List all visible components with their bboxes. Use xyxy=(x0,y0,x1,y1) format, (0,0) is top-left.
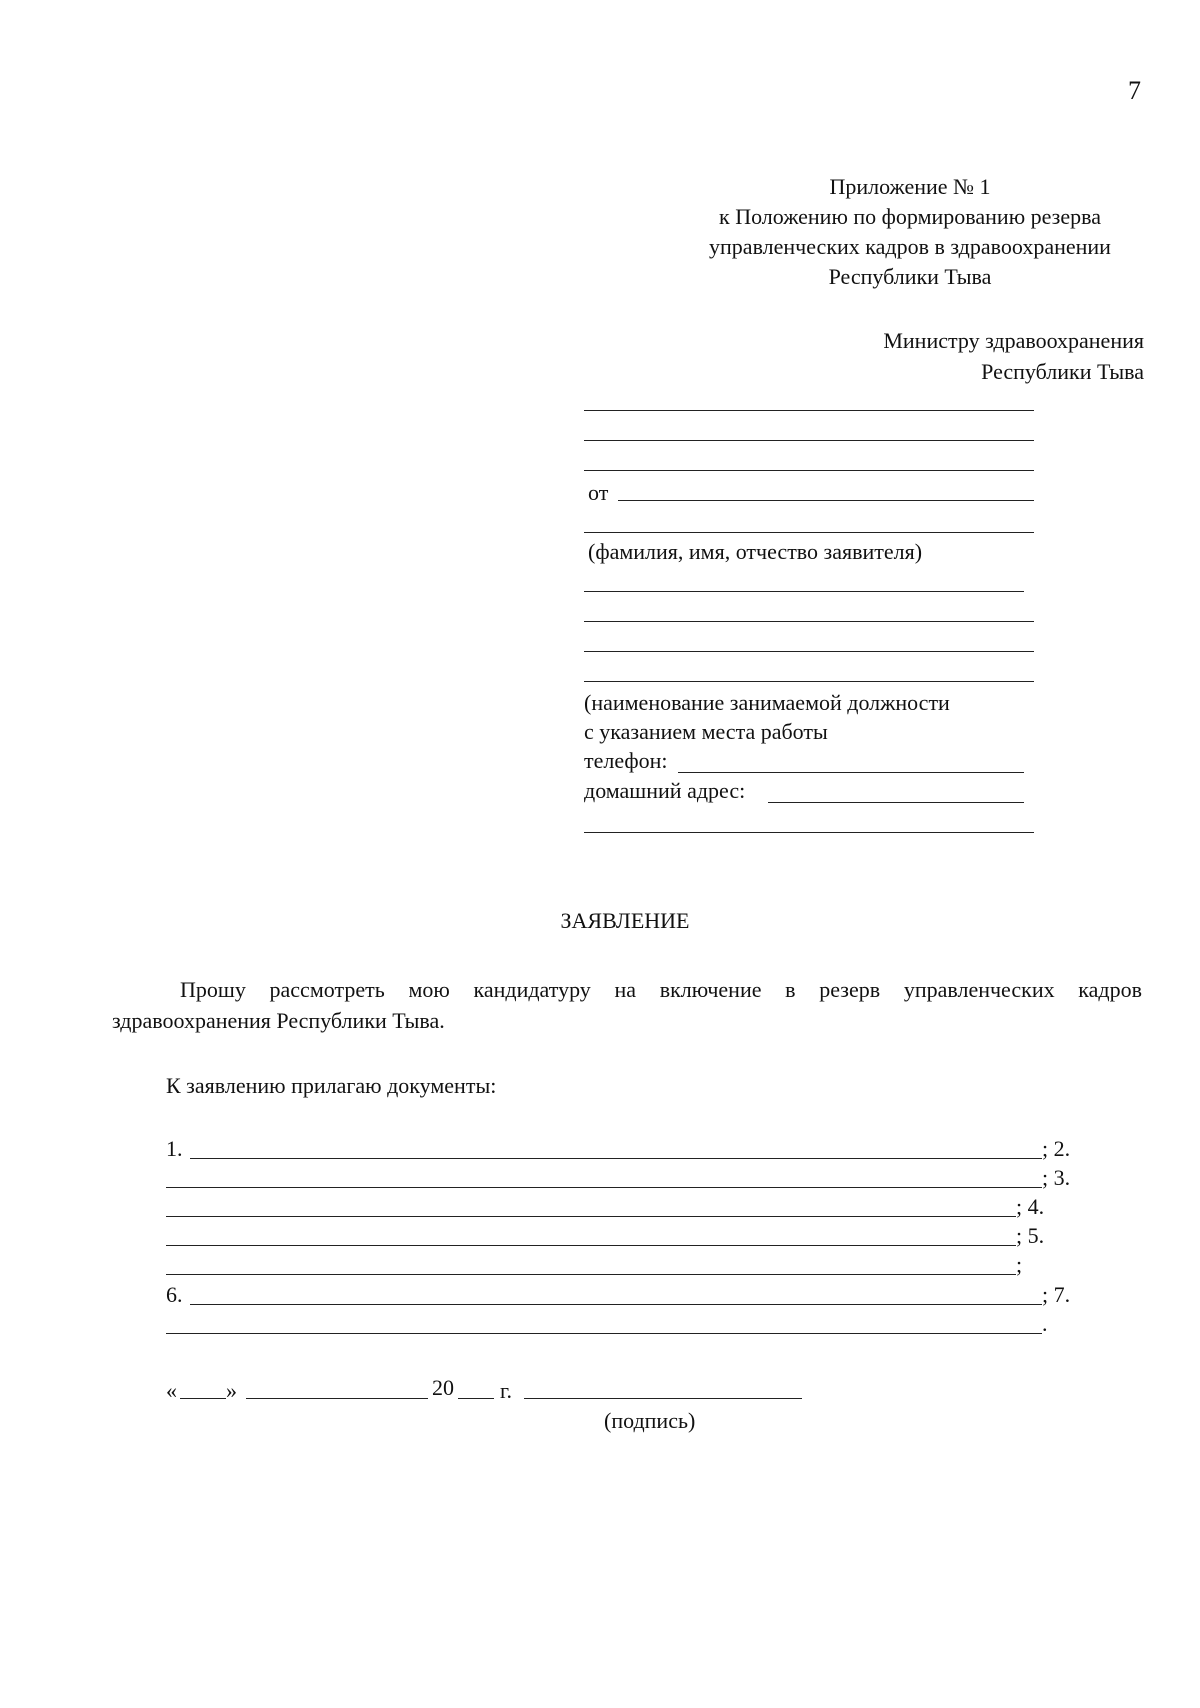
from-label: от xyxy=(588,480,609,505)
addressee-line-1: Министру здравоохранения xyxy=(883,328,1144,353)
signature-field[interactable] xyxy=(524,1398,802,1399)
appendix-line-1: Приложение № 1 xyxy=(829,174,991,199)
position-blank-1[interactable] xyxy=(584,591,1024,592)
name-blank[interactable] xyxy=(584,532,1034,533)
page-number: 7 xyxy=(1128,76,1141,105)
attachment-suffix-4: ; 4. xyxy=(1016,1194,1045,1219)
attachment-number-1: 1. xyxy=(166,1136,183,1161)
signature-caption: (подпись) xyxy=(604,1408,696,1433)
addressee-line-2: Республики Тыва xyxy=(981,359,1144,384)
position-blank-2[interactable] xyxy=(584,621,1034,622)
date-close-quote: » xyxy=(226,1378,237,1403)
position-caption-2: с указанием места работы xyxy=(584,719,828,744)
attachment-suffix-3: ; 3. xyxy=(1042,1165,1071,1190)
attachment-suffix-5: ; 5. xyxy=(1016,1223,1045,1248)
date-open-quote: « xyxy=(166,1378,177,1403)
attachment-blank-6[interactable] xyxy=(190,1304,1042,1305)
attachment-blank-3[interactable] xyxy=(166,1216,1016,1217)
appendix-line-2: к Положению по формированию резерва xyxy=(719,204,1101,229)
name-caption: (фамилия, имя, отчество заявителя) xyxy=(588,539,923,564)
position-caption-1: (наименование занимаемой должности xyxy=(584,690,950,715)
attachment-blank-7[interactable] xyxy=(166,1333,1042,1334)
date-year-suffix: г. xyxy=(500,1378,513,1403)
attachment-blank-5[interactable] xyxy=(166,1274,1016,1275)
attachment-blank-1[interactable] xyxy=(190,1158,1042,1159)
attachment-number-6: 6. xyxy=(166,1282,183,1307)
position-blank-3[interactable] xyxy=(584,651,1034,652)
appendix-line-3: управленческих кадров в здравоохранении xyxy=(709,234,1111,259)
address-label: домашний адрес: xyxy=(584,778,746,803)
phone-label: телефон: xyxy=(584,748,668,773)
date-month-field[interactable] xyxy=(246,1398,428,1399)
appendix-line-4: Республики Тыва xyxy=(828,264,992,289)
attachments-intro: К заявлению прилагаю документы: xyxy=(166,1073,497,1098)
attachment-suffix-7: ; 7. xyxy=(1042,1282,1071,1307)
date-day-field[interactable] xyxy=(180,1398,226,1399)
address-field[interactable] xyxy=(768,802,1024,803)
from-blank[interactable] xyxy=(618,500,1034,501)
body-paragraph-line-2: здравоохранения Республики Тыва. xyxy=(112,1008,445,1033)
attachment-blank-2[interactable] xyxy=(166,1187,1042,1188)
date-year-prefix: 20 xyxy=(432,1375,454,1400)
date-year-field[interactable] xyxy=(458,1398,494,1399)
attachment-blank-4[interactable] xyxy=(166,1245,1016,1246)
addressee-blank-2[interactable] xyxy=(584,440,1034,441)
attachment-suffix-2: ; 2. xyxy=(1042,1136,1071,1161)
position-blank-4[interactable] xyxy=(584,681,1034,682)
addressee-blank-1[interactable] xyxy=(584,410,1034,411)
body-paragraph-line-1: Прошу рассмотреть мою кандидатуру на включение в резерв управленческих кадров xyxy=(180,977,1142,1002)
phone-field[interactable] xyxy=(678,772,1024,773)
document-title: ЗАЯВЛЕНИЕ xyxy=(560,908,690,933)
addressee-blank-3[interactable] xyxy=(584,470,1034,471)
address-blank[interactable] xyxy=(584,832,1034,833)
attachment-end-period: . xyxy=(1042,1311,1048,1336)
attachment-semicolon: ; xyxy=(1016,1252,1023,1277)
